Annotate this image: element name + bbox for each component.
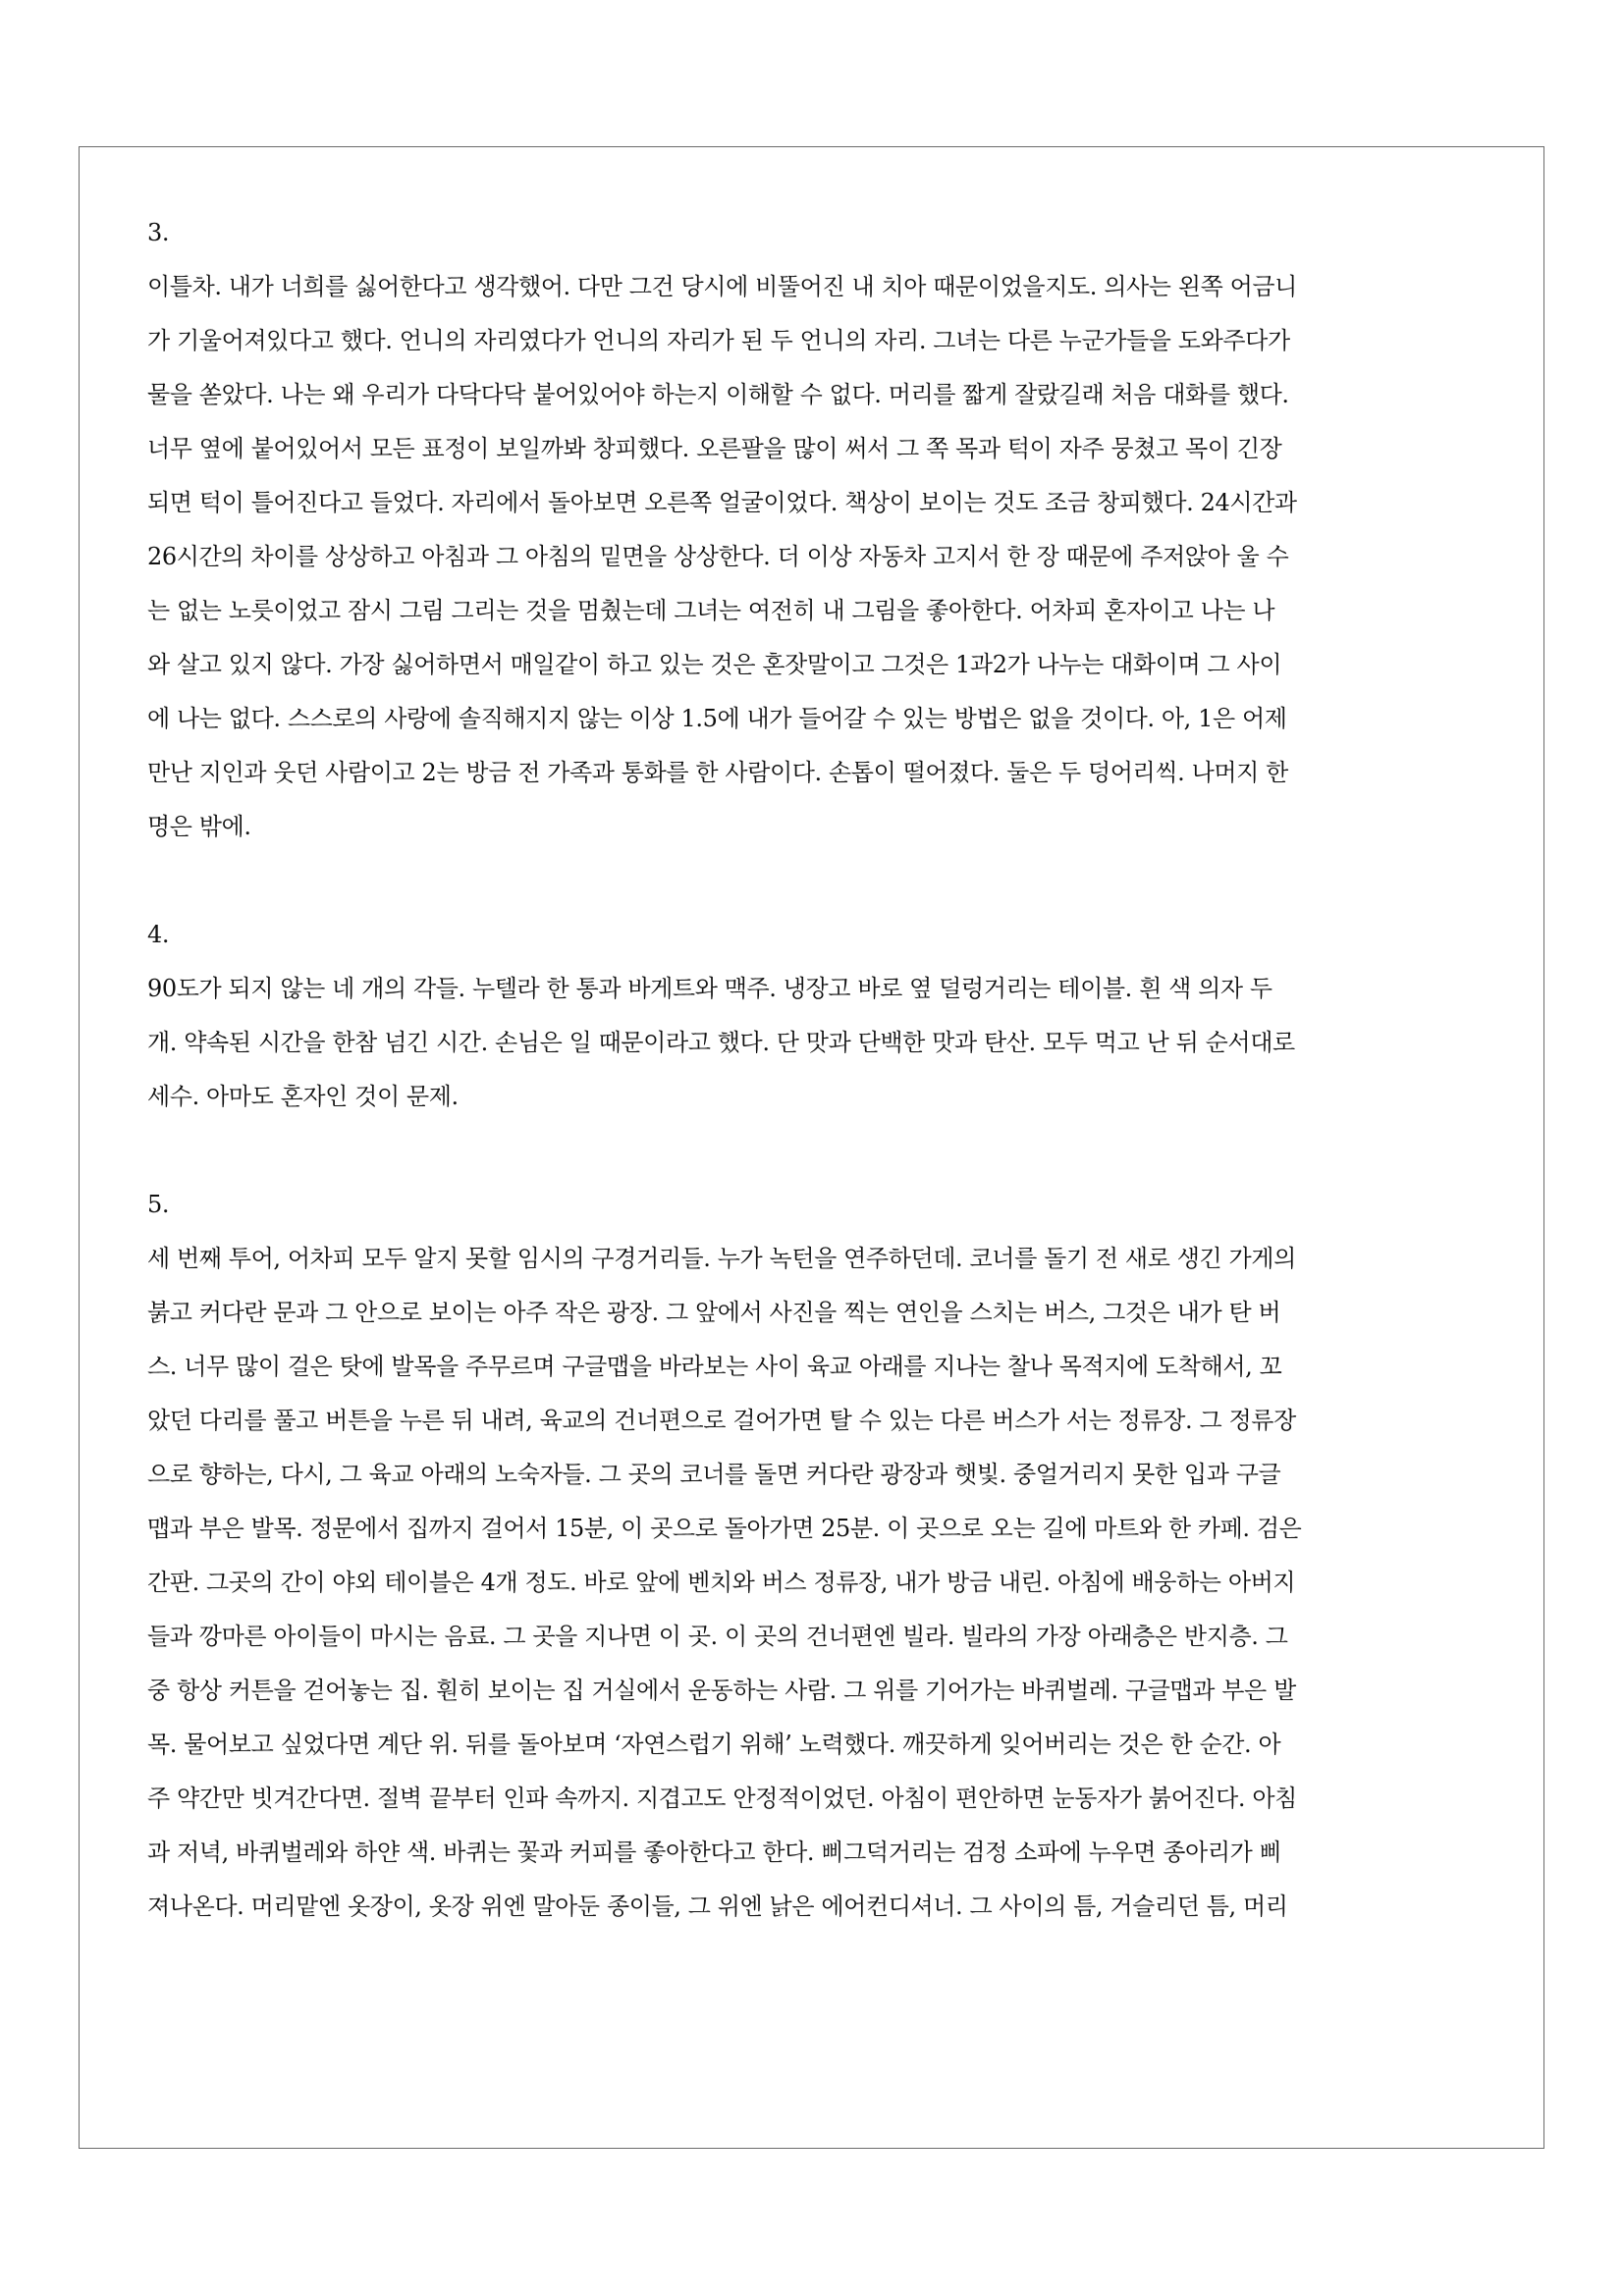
text-line: 스. 너무 많이 걸은 탓에 발목을 주무르며 구글맵을 바라보는 사이 육교 아래를 지나는 찰나 목적지에 도착해서, 꼬 xyxy=(147,1353,1282,1380)
section-number: 5. xyxy=(147,1191,170,1218)
text-line: 져나온다. 머리맡엔 옷장이, 옷장 위엔 말아둔 종이들, 그 위엔 낡은 에어컨디셔너. 그 사이의 틈, 거슬리던 틈, 머리 xyxy=(147,1893,1288,1920)
text-line: 만난 지인과 웃던 사람이고 2는 방금 전 가족과 통화를 한 사람이다. 손톱이 떨어졌다. 둘은 두 덩어리씩. 나머지 한 xyxy=(147,759,1288,786)
text-line: 세 번째 투어, 어차피 모두 알지 못할 임시의 구경거리들. 누가 녹턴을 연주하던데. 코너를 돌기 전 새로 생긴 가게의 xyxy=(147,1245,1296,1272)
text-line: 개. 약속된 시간을 한참 넘긴 시간. 손님은 일 때문이라고 했다. 단 맛과 단백한 맛과 탄산. 모두 먹고 난 뒤 순서대로 xyxy=(147,1029,1295,1056)
text-line: 이틀차. 내가 너희를 싫어한다고 생각했어. 다만 그건 당시에 비뚤어진 내 치아 때문이었을지도. 의사는 왼쪽 어금니 xyxy=(147,273,1297,300)
text-line: 맵과 부은 발목. 정문에서 집까지 걸어서 15분, 이 곳으로 돌아가면 25분. 이 곳으로 오는 길에 마트와 한 카페. 검은 xyxy=(147,1515,1302,1542)
text-line: 물을 쏟았다. 나는 왜 우리가 다닥다닥 붙어있어야 하는지 이해할 수 없다. 머리를 짧게 잘랐길래 처음 대화를 했다. xyxy=(147,381,1289,408)
section-text xyxy=(147,1232,1483,1934)
section-4 xyxy=(147,908,1483,1124)
text-line: 와 살고 있지 않다. 가장 싫어하면서 매일같이 하고 있는 것은 혼잣말이고 그것은 1과2가 나누는 대화이며 그 사이 xyxy=(147,651,1282,678)
section-number: 4. xyxy=(147,921,170,948)
text-line: 들과 깡마른 아이들이 마시는 음료. 그 곳을 지나면 이 곳. 이 곳의 건너편엔 빌라. 빌라의 가장 아래층은 반지층. 그 xyxy=(147,1623,1288,1650)
text-line: 주 약간만 빗겨간다면. 절벽 끝부터 인파 속까지. 지겹고도 안정적이었던. 아침이 편안하면 눈동자가 붉어진다. 아침 xyxy=(147,1785,1297,1812)
text-line: 90도가 되지 않는 네 개의 각들. 누텔라 한 통과 바게트와 맥주. 냉장고 바로 옆 덜렁거리는 테이블. 흰 색 의자 두 xyxy=(147,975,1272,1002)
text-line: 았던 다리를 풀고 버튼을 누른 뒤 내려, 육교의 건너편으로 걸어가면 탈 수 있는 다른 버스가 서는 정류장. 그 정류장 xyxy=(147,1407,1296,1434)
text-line: 붉고 커다란 문과 그 안으로 보이는 아주 작은 광장. 그 앞에서 사진을 찍는 연인을 스치는 버스, 그것은 내가 탄 버 xyxy=(147,1299,1281,1326)
section-3 xyxy=(147,206,1483,854)
document-body xyxy=(147,206,1483,1988)
text-line: 에 나는 없다. 스스로의 사랑에 솔직해지지 않는 이상 1.5에 내가 들어갈 수 있는 방법은 없을 것이다. 아, 1은 어제 xyxy=(147,705,1287,732)
text-line: 는 없는 노릇이었고 잠시 그림 그리는 것을 멈췄는데 그녀는 여전히 내 그림을 좋아한다. 어차피 혼자이고 나는 나 xyxy=(147,597,1275,624)
text-line: 26시간의 차이를 상상하고 아침과 그 아침의 밑면을 상상한다. 더 이상 자동차 고지서 한 장 때문에 주저앉아 울 수 xyxy=(147,543,1289,570)
text-line: 으로 향하는, 다시, 그 육교 아래의 노숙자들. 그 곳의 코너를 돌면 커다란 광장과 햇빛. 중얼거리지 못한 입과 구글 xyxy=(147,1461,1281,1488)
section-text xyxy=(147,260,1483,854)
text-line: 너무 옆에 붙어있어서 모든 표정이 보일까봐 창피했다. 오른팔을 많이 써서 그 쪽 목과 턱이 자주 뭉쳤고 목이 긴장 xyxy=(147,435,1282,462)
section-text xyxy=(147,962,1483,1124)
text-line: 중 항상 커튼을 걷어놓는 집. 훤히 보이는 집 거실에서 운동하는 사람. 그 위를 기어가는 바퀴벌레. 구글맵과 부은 발 xyxy=(147,1677,1296,1704)
text-line: 세수. 아마도 혼자인 것이 문제. xyxy=(147,1083,459,1110)
text-line: 명은 밖에. xyxy=(147,813,251,840)
text-line: 되면 턱이 틀어진다고 들었다. 자리에서 돌아보면 오른쪽 얼굴이었다. 책상이 보이는 것도 조금 창피했다. 24시간과 xyxy=(147,489,1297,516)
section-5 xyxy=(147,1178,1483,1934)
text-line: 목. 물어보고 싶었다면 계단 위. 뒤를 돌아보며 ‘자연스럽기 위해’ 노력했다. 깨끗하게 잊어버리는 것은 한 순간. 아 xyxy=(147,1731,1281,1758)
text-line: 간판. 그곳의 간이 야외 테이블은 4개 정도. 바로 앞에 벤치와 버스 정류장, 내가 방금 내린. 아침에 배웅하는 아버지 xyxy=(147,1569,1296,1596)
text-line: 가 기울어져있다고 했다. 언니의 자리였다가 언니의 자리가 된 두 언니의 자리. 그녀는 다른 누군가들을 도와주다가 xyxy=(147,327,1290,354)
section-number: 3. xyxy=(147,219,170,246)
text-line: 과 저녁, 바퀴벌레와 하얀 색. 바퀴는 꽃과 커피를 좋아한다고 한다. 삐그덕거리는 검정 소파에 누우면 종아리가 삐 xyxy=(147,1839,1282,1866)
